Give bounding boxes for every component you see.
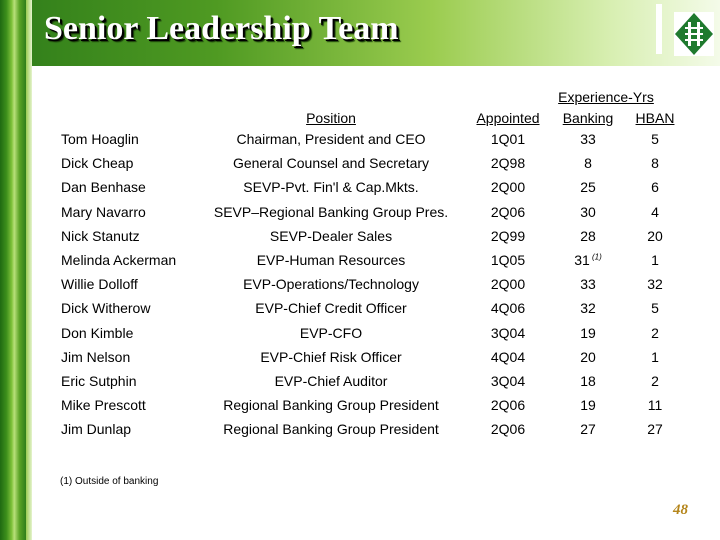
leader-banking-years-text: 8	[584, 155, 592, 171]
leader-position	[196, 397, 466, 413]
leader-banking-years	[556, 373, 620, 389]
leader-name-text: Nick Stanutz	[61, 228, 140, 244]
leader-position-text: EVP-Chief Risk Officer	[260, 349, 402, 365]
leader-appointed	[470, 276, 546, 292]
leader-banking-years	[556, 300, 620, 316]
leader-hban-years	[626, 373, 684, 389]
leader-position	[196, 421, 466, 437]
leader-hban-years-text: 2	[651, 373, 659, 389]
leader-banking-years	[556, 397, 620, 413]
leader-appointed-text: 4Q06	[490, 300, 526, 316]
leader-appointed-text: 1Q05	[490, 252, 526, 268]
leader-banking-years-text: 33	[580, 276, 596, 292]
leader-appointed	[470, 252, 546, 268]
page-number: 48	[673, 502, 688, 518]
leader-banking-years	[556, 349, 620, 365]
leader-position-text: EVP-Chief Auditor	[274, 373, 388, 389]
leader-name	[61, 204, 146, 220]
leader-hban-years-text: 5	[651, 300, 659, 316]
leader-banking-years-text: 18	[580, 373, 596, 389]
leader-banking-years	[556, 325, 620, 341]
leader-position	[196, 373, 466, 389]
leader-appointed	[470, 349, 546, 365]
leader-name	[61, 276, 138, 292]
leader-position-text: Chairman, President and CEO	[236, 131, 426, 147]
leader-hban-years	[626, 397, 684, 413]
leader-name	[61, 349, 130, 365]
leader-appointed-text: 2Q06	[490, 421, 526, 437]
leader-hban-years-text: 20	[647, 228, 663, 244]
leader-banking-years-text: 27	[580, 421, 596, 437]
leader-appointed	[470, 325, 546, 341]
leader-hban-years	[626, 300, 684, 316]
leader-name	[61, 155, 133, 171]
leader-hban-years-text: 2	[651, 325, 659, 341]
leader-position	[196, 179, 466, 195]
leader-appointed-text: 4Q04	[490, 349, 526, 365]
leader-name-text: Tom Hoaglin	[61, 131, 139, 147]
leader-name	[61, 421, 131, 437]
leader-name	[61, 179, 146, 195]
column-header-appointed: Appointed	[476, 110, 540, 126]
leader-name	[61, 300, 150, 316]
leader-hban-years	[626, 204, 684, 220]
leader-hban-years-text: 4	[651, 204, 659, 220]
leader-banking-years	[556, 179, 620, 195]
leader-position-text: Regional Banking Group President	[223, 397, 439, 413]
leader-hban-years	[626, 179, 684, 195]
footnote-marker: (1)	[592, 252, 602, 262]
leader-name-text: Dick Cheap	[61, 155, 134, 171]
leader-appointed	[470, 397, 546, 413]
leader-hban-years	[626, 276, 684, 292]
leader-appointed-text: 2Q99	[490, 228, 526, 244]
leader-name	[61, 131, 139, 147]
leader-appointed-text: 2Q00	[490, 276, 526, 292]
leader-banking-years	[556, 228, 620, 244]
leader-position-text: SEVP-Pvt. Fin'l & Cap.Mkts.	[243, 179, 419, 195]
leader-position	[196, 276, 466, 292]
leader-position-text: Regional Banking Group President	[223, 421, 439, 437]
leader-position	[196, 155, 466, 171]
leader-position-text: SEVP–Regional Banking Group Pres.	[213, 204, 449, 220]
leader-name-text: Mary Navarro	[61, 204, 146, 220]
leader-banking-years-text: 28	[580, 228, 596, 244]
leader-appointed	[470, 179, 546, 195]
leader-hban-years-text: 11	[647, 397, 663, 413]
leader-banking-years	[556, 204, 620, 220]
leader-name-text: Jim Nelson	[61, 349, 131, 365]
leader-appointed	[470, 228, 546, 244]
leader-hban-years-text: 32	[647, 276, 663, 292]
column-header-position: Position	[306, 110, 356, 126]
leader-banking-years-text: 30	[580, 204, 596, 220]
leader-banking-years-text: 19	[580, 325, 596, 341]
leader-hban-years-text: 8	[651, 155, 659, 171]
leader-position-text: EVP-Chief Credit Officer	[255, 300, 407, 316]
leader-appointed	[470, 300, 546, 316]
leader-appointed	[470, 131, 546, 147]
leader-appointed-text: 3Q04	[490, 325, 526, 341]
leader-name-text: Jim Dunlap	[61, 421, 132, 437]
leader-position	[196, 131, 466, 147]
column-header-hban: HBAN	[635, 110, 675, 126]
leader-name-text: Willie Dolloff	[61, 276, 138, 292]
leader-hban-years-text: 5	[651, 131, 659, 147]
leader-banking-years	[556, 131, 620, 147]
experience-group-header: Experience-Yrs	[558, 89, 654, 105]
leader-banking-years-text: 19	[580, 397, 596, 413]
leader-appointed	[470, 155, 546, 171]
leader-position	[196, 325, 466, 341]
leader-banking-years	[556, 155, 620, 171]
leader-banking-years	[556, 421, 620, 437]
leader-position	[196, 252, 466, 268]
leader-appointed	[470, 373, 546, 389]
leader-banking-years-text: 31	[574, 252, 590, 268]
leader-hban-years-text: 1	[651, 349, 659, 365]
leader-appointed-text: 2Q00	[490, 179, 526, 195]
leader-name-text: Mike Prescott	[61, 397, 146, 413]
leader-name-text: Dick Witherow	[61, 300, 151, 316]
leader-banking-years	[556, 252, 620, 268]
leader-position-text: EVP-Human Resources	[256, 252, 406, 268]
leader-position-text: General Counsel and Secretary	[232, 155, 430, 171]
column-header-banking: Banking	[562, 110, 614, 126]
slide-title: Senior Leadership Team	[44, 10, 399, 47]
leader-hban-years	[626, 252, 684, 268]
leader-hban-years	[626, 228, 684, 244]
leader-name-text: Eric Sutphin	[61, 373, 137, 389]
leader-name	[61, 397, 146, 413]
leader-name	[61, 325, 133, 341]
leader-name	[61, 252, 176, 268]
leader-appointed	[470, 204, 546, 220]
leader-name	[61, 228, 140, 244]
leader-name-text: Don Kimble	[61, 325, 134, 341]
leader-hban-years-text: 27	[647, 421, 663, 437]
leader-position-text: EVP-CFO	[299, 325, 363, 341]
leader-position-text: SEVP-Dealer Sales	[269, 228, 393, 244]
leader-hban-years	[626, 349, 684, 365]
leader-name	[61, 373, 136, 389]
leader-position	[196, 228, 466, 244]
leader-appointed-text: 2Q98	[490, 155, 526, 171]
leader-name-text: Melinda Ackerman	[61, 252, 177, 268]
leader-hban-years	[626, 325, 684, 341]
leader-banking-years	[556, 276, 620, 292]
leader-hban-years	[626, 131, 684, 147]
leader-position	[196, 349, 466, 365]
leader-name-text: Dan Benhase	[61, 179, 146, 195]
leader-appointed	[470, 421, 546, 437]
leader-position-text: EVP-Operations/Technology	[243, 276, 419, 292]
leader-hban-years-text: 1	[651, 252, 659, 268]
leader-banking-years-text: 20	[580, 349, 596, 365]
leader-appointed-text: 3Q04	[490, 373, 526, 389]
leader-banking-years-text: 25	[580, 179, 596, 195]
leader-hban-years-text: 6	[651, 179, 659, 195]
leader-hban-years	[626, 421, 684, 437]
footnote: (1) Outside of banking	[60, 476, 159, 487]
leader-position	[196, 204, 466, 220]
leader-appointed-text: 2Q06	[490, 204, 526, 220]
leader-banking-years-text: 32	[580, 300, 596, 316]
leader-banking-years-text: 33	[580, 131, 596, 147]
leader-position	[196, 300, 466, 316]
leader-hban-years	[626, 155, 684, 171]
leader-appointed-text: 2Q06	[490, 397, 526, 413]
leader-appointed-text: 1Q01	[490, 131, 526, 147]
